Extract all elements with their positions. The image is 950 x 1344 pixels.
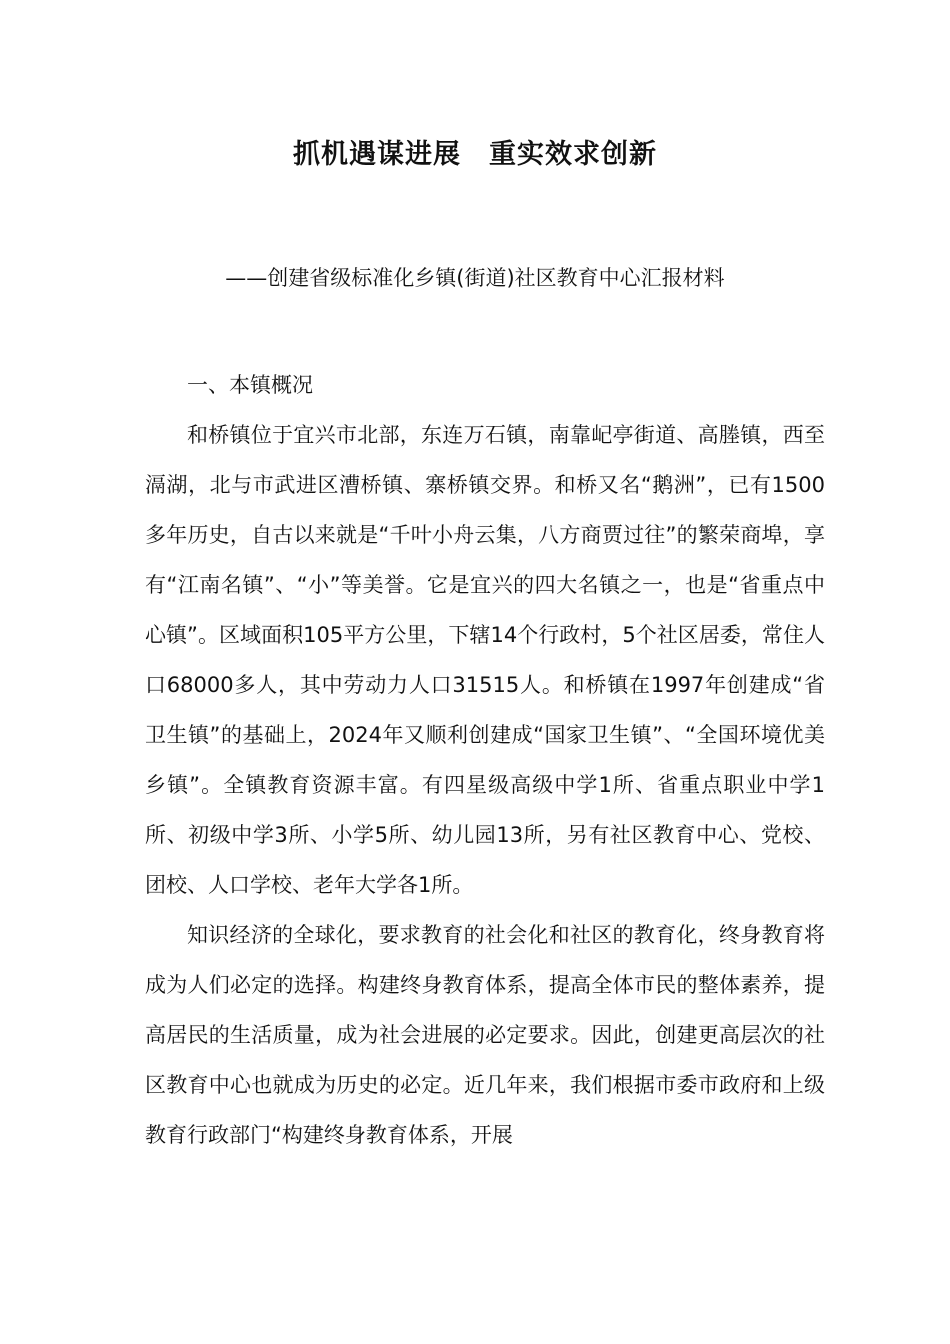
document-title: 抓机遇谋进展 重实效求创新 bbox=[293, 139, 657, 170]
section-heading: 一、本镇概况 bbox=[187, 373, 313, 397]
paragraph-overview: 和桥镇位于宜兴市北部，东连万石镇，南靠屺亭街道、高塍镇，西至滆湖，北与市武进区漕桥镇、寨桥镇交界。和桥又名“鹅洲”，已有1500多年历史，自古以来就是“千叶小舟云集，八方商贾过往”的繁荣商埠，享有“江南名镇”、“小”等美誉。它是宜兴的四大名镇之一，也是“省重点中心镇”。区域面积105平方公里，下辖14个行政村，5个社区居委，常住人口68000多人，其中劳动力人口31515人。和桥镇在1997年创建成“省卫生镇”的基础上，2024年又顺利创建成“国家卫生镇”、“全国环境优美乡镇”。全镇教育资源丰富。有四星级高级中学1所、省重点职业中学1所、初级中学3所、小学5所、幼儿园13所，另有社区教育中心、党校、团校、人口学校、老年大学各1所。 bbox=[145, 423, 825, 897]
document-subtitle: ——创建省级标准化乡镇(街道)社区教育中心汇报材料 bbox=[225, 266, 725, 290]
paragraph-lifelong-education: 知识经济的全球化，要求教育的社会化和社区的教育化，终身教育将成为人们必定的选择。构建终身教育体系，提高全体市民的整体素养，提高居民的生活质量，成为社会进展的必定要求。因此，创建更高层次的社区教育中心也就成为历史的必定。近几年来，我们根据市委市政府和上级教育行政部门“构建终身教育体系，开展 bbox=[145, 923, 825, 1147]
document-body bbox=[145, 360, 825, 1160]
